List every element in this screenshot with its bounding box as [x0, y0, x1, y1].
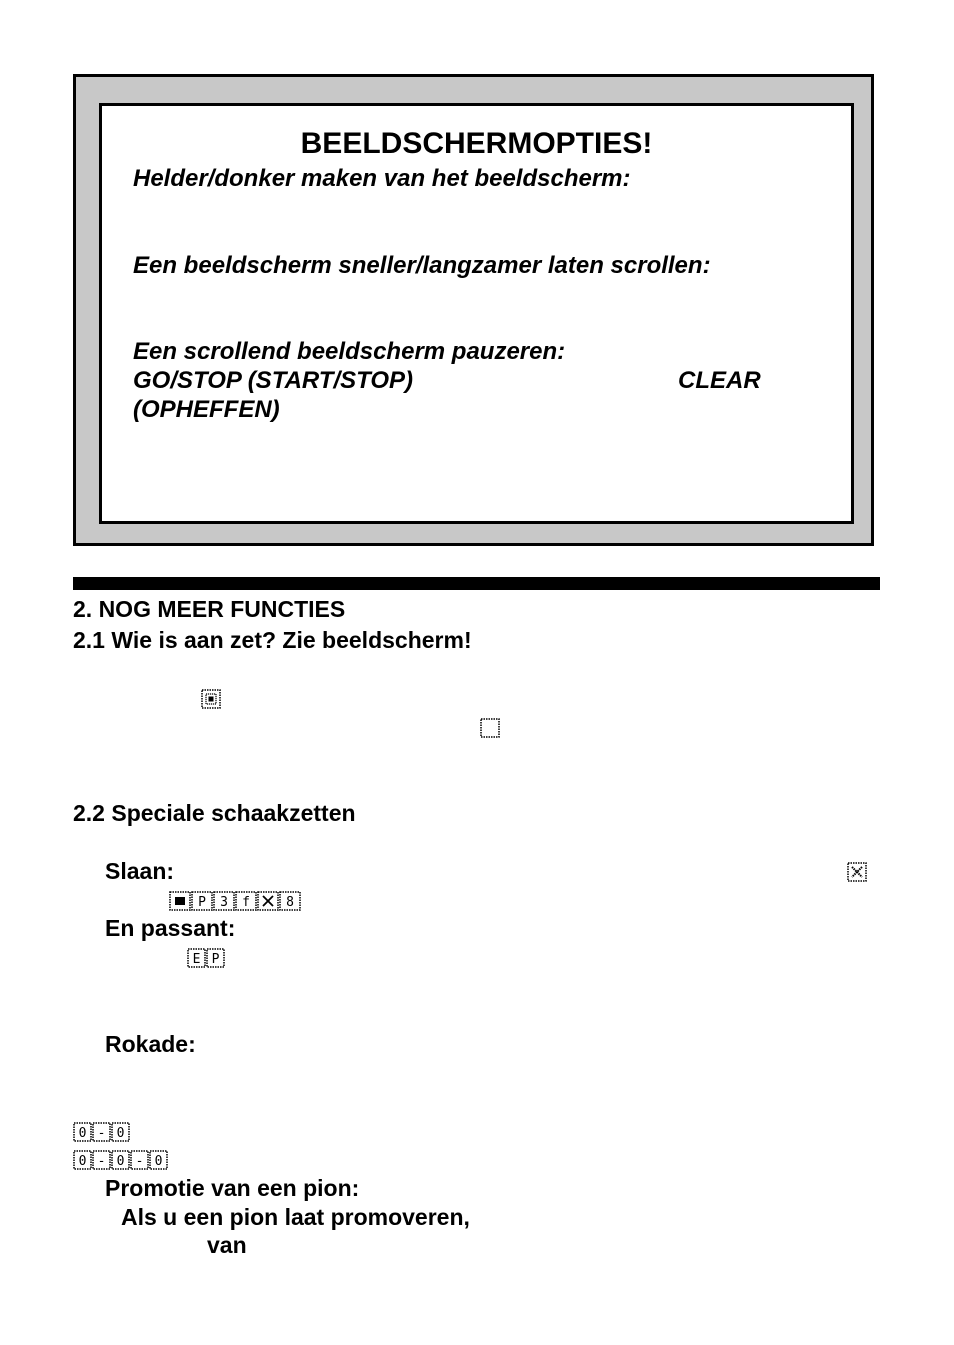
- pause-scroll-line: Een scrollend beeldscherm pauzeren:: [133, 338, 566, 365]
- x-lcd-icon: [847, 862, 867, 887]
- lcd-0-0-0: [73, 1150, 168, 1170]
- empty-square-lcd-icon: [480, 718, 500, 743]
- svg-text:P: P: [211, 952, 220, 967]
- svg-text:0: 0: [154, 1154, 163, 1169]
- section-divider: [73, 577, 880, 590]
- svg-text:0: 0: [116, 1154, 125, 1169]
- promotion-text: Als u een pion laat promoveren,: [121, 1204, 470, 1230]
- svg-text:f: f: [242, 895, 250, 910]
- en-passant-label: En passant:: [105, 915, 236, 941]
- subsection-who-moves: 2.1 Wie is aan zet? Zie beeldscherm!: [73, 627, 472, 653]
- clear-key-label: CLEAR: [678, 367, 761, 394]
- subsection-special-moves: 2.2 Speciale schaakzetten: [73, 800, 356, 826]
- svg-text:8: 8: [286, 895, 294, 910]
- svg-text:E: E: [192, 952, 201, 967]
- filled-square-lcd-icon: [201, 689, 221, 714]
- svg-text:3: 3: [220, 895, 228, 910]
- brightness-line: Helder/donker maken van het beeldscherm:: [133, 165, 631, 192]
- go-stop-key-label: GO/STOP (START/STOP): [133, 367, 414, 394]
- svg-text:P: P: [198, 895, 206, 910]
- promotion-label: Promotie van een pion:: [105, 1175, 360, 1201]
- svg-text:-: -: [97, 1154, 106, 1169]
- castling-label: Rokade:: [105, 1031, 196, 1057]
- svg-text:-: -: [97, 1126, 106, 1141]
- display-options-title: BEELDSCHERMOPTIES!: [300, 127, 653, 160]
- svg-text:0: 0: [78, 1154, 87, 1169]
- promotion-text-2: van: [207, 1232, 247, 1258]
- section-heading: 2. NOG MEER FUNCTIES: [73, 596, 346, 622]
- scroll-speed-line: Een beeldscherm sneller/langzamer laten scrollen:: [133, 252, 711, 279]
- svg-text:0: 0: [116, 1126, 125, 1141]
- svg-text:-: -: [135, 1154, 144, 1169]
- lcd-0-0: [73, 1122, 130, 1142]
- lcd-ep: [187, 948, 225, 968]
- svg-text:0: 0: [78, 1126, 87, 1141]
- clear-key-translation: (OPHEFFEN): [133, 396, 280, 423]
- capture-label: Slaan:: [105, 858, 175, 884]
- lcd-move-capture-example: [169, 891, 303, 911]
